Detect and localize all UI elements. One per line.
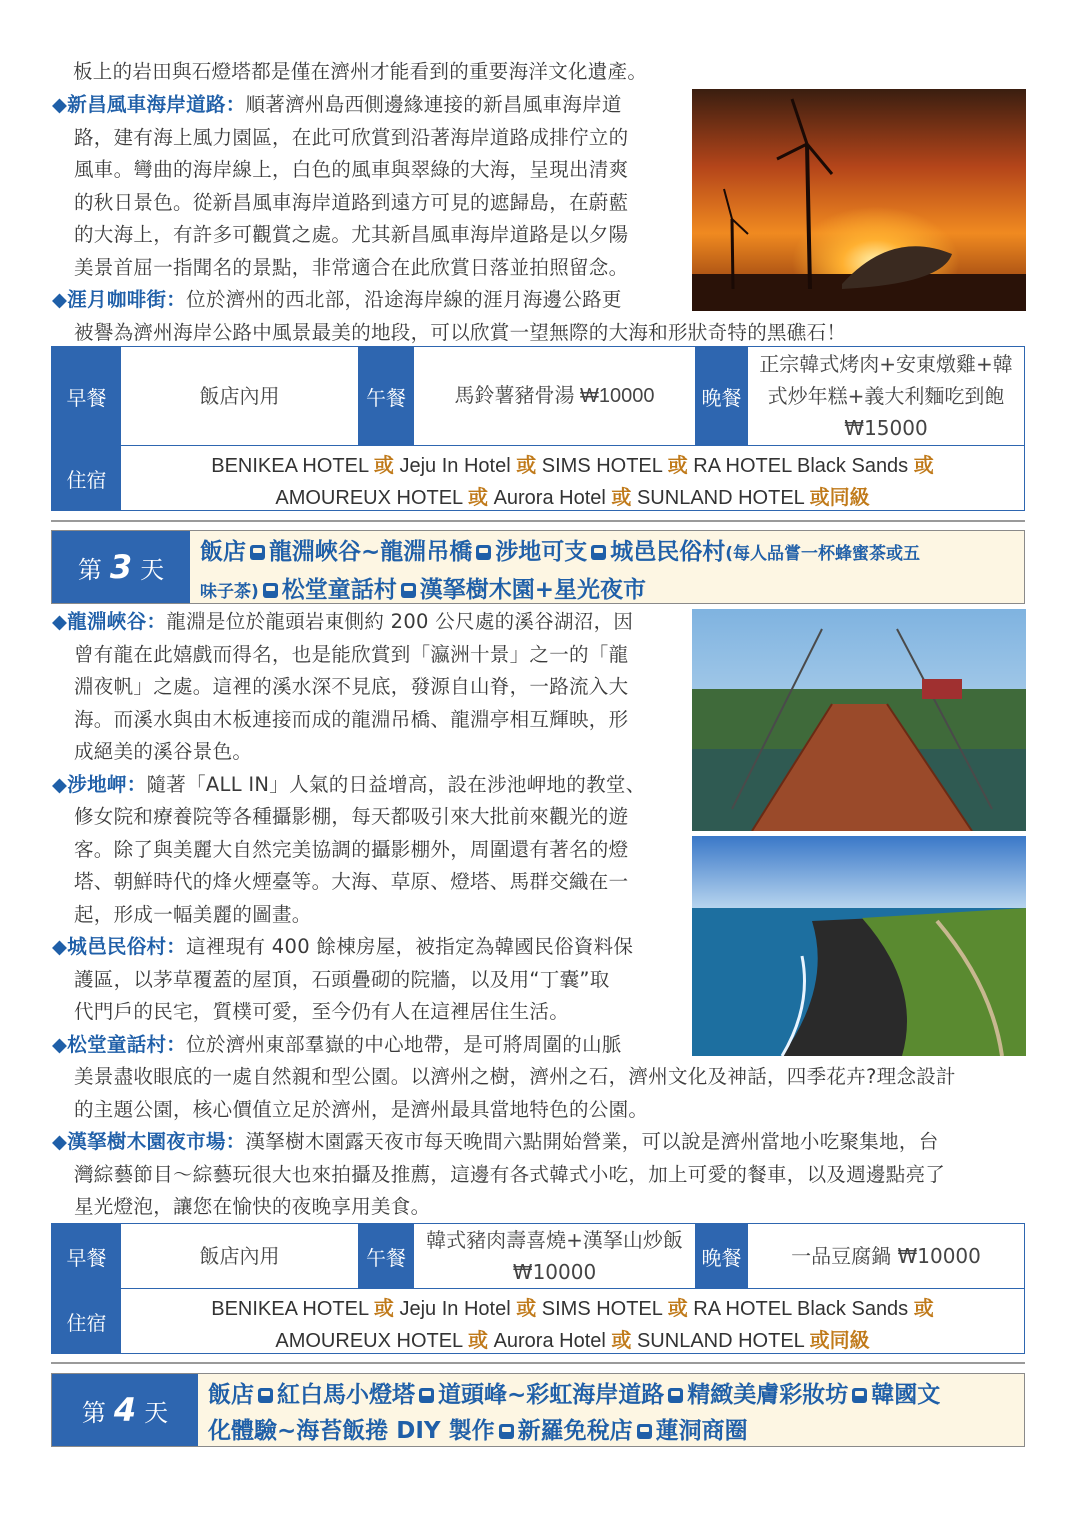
bus-icon (258, 1388, 273, 1403)
hotel-name: SIMS HOTEL (541, 1298, 663, 1320)
bus-icon (591, 545, 606, 560)
dragon-line: 海。而溪水與由木板連接而成的龍淵吊橋、龍淵亭相互輝映，形 (74, 707, 629, 731)
dinner-line: 正宗韓式烤肉+安東燉雞+韓 (759, 352, 1013, 376)
hotel-name: SUNLAND HOTEL (636, 1330, 805, 1352)
dinner-line: 式炒年糕+義大利麵吃到飽 (767, 384, 1005, 408)
windmill-line: 的秋日景色。從新昌風車海岸道路到遠方可見的遮歸島，在蔚藍 (74, 190, 629, 214)
itinerary-note: (每人品嘗一杯蜂蜜茶或五 (725, 544, 921, 564)
dragon-line: 曾有龍在此嬉戲而得名，也是能欣賞到「瀛洲十景」之一的「龍 (74, 642, 629, 666)
dinner-value (748, 347, 1024, 445)
hotel-name: BENIKEA HOTEL (211, 455, 369, 477)
or-text: 或同級 (809, 487, 870, 509)
itinerary-stop: 精緻美膚彩妝坊 (687, 1382, 849, 1408)
bus-icon (852, 1388, 867, 1403)
day-number: 3 (109, 548, 133, 586)
itinerary-stop: 飯店 (200, 539, 246, 565)
dragon-line: 成絕美的溪谷景色。 (74, 740, 253, 763)
market-line: 漢拏樹木園露天夜市每天晚間六點開始營業，可以說是濟州當地小吃聚集地，台 (245, 1130, 939, 1153)
stay-value (121, 446, 1024, 510)
or-text: 或 (611, 1330, 632, 1352)
intro-paragraph (73, 56, 647, 89)
day-suffix: 天 (140, 555, 165, 584)
dragon-line: 淵夜帆」之處。這裡的溪水深不見底，發源自山脊，一路流入大 (74, 675, 629, 698)
folk-title: 城邑民俗村： (67, 935, 187, 958)
bullet-icon: ◆ (52, 288, 68, 311)
itinerary-stop: 飯店 (208, 1382, 254, 1408)
lunch-label: 午餐 (358, 1224, 414, 1288)
intro-line: 板上的岩田與石燈塔都是僅在濟州才能看到的重要海洋文化遺產。 (73, 60, 648, 83)
bus-icon (263, 583, 278, 598)
dragon-title: 龍淵峽谷： (67, 610, 167, 633)
day3-header (51, 530, 1025, 604)
itinerary-stop: 城邑民俗村 (610, 539, 726, 565)
bus-icon (250, 545, 265, 560)
or-text: 或 (667, 1298, 688, 1320)
songdang-line: 的主題公園，核心價值立足於濟州，是濟州最具當地特色的公園。 (74, 1097, 649, 1121)
day4-label (52, 1374, 198, 1446)
bus-icon (499, 1424, 514, 1439)
windmill-paragraph (52, 89, 847, 349)
stay-label: 住宿 (52, 1289, 121, 1353)
meal-table-day3 (51, 1223, 1025, 1354)
seopji-line: 修女院和療養院等各種攝影棚，每天都吸引來大批前來觀光的遊 (74, 805, 629, 828)
day-number: 4 (113, 1391, 137, 1429)
bus-icon (401, 583, 416, 598)
folk-line: 代門戶的民宅，質樸可愛，至今仍有人在這裡居住生活。 (74, 1000, 570, 1023)
folk-line: 護區，以茅草覆蓋的屋頂，石頭疊砌的院牆，以及用“丁囊”取 (74, 967, 610, 991)
or-text: 或 (516, 1298, 537, 1320)
or-text: 或同級 (809, 1330, 870, 1352)
breakfast-value: 飯店內用 (199, 1244, 280, 1268)
windmill-line: 的大海上，有許多可觀賞之處。尤其新昌風車海岸道路是以夕陽 (74, 223, 629, 246)
day3-itinerary (190, 531, 1024, 603)
hotel-name: BENIKEA HOTEL (211, 1298, 369, 1320)
hotel-name: Aurora Hotel (493, 487, 606, 509)
market-line: 灣綜藝節目～綜藝玩很大也來拍攝及推薦，這邊有各式韓式小吃，加上可愛的餐車，以及週邊點亮了 (74, 1162, 946, 1186)
breakfast-label: 早餐 (52, 1224, 121, 1288)
coastline-photo (692, 836, 1026, 1056)
hotel-name: AMOUREUX HOTEL (275, 487, 463, 509)
itinerary-stop: 道頭峰~彩虹海岸道路 (438, 1382, 665, 1408)
bullet-icon: ◆ (52, 610, 68, 633)
or-text: 或 (373, 1298, 394, 1320)
songdang-line: 美景盡收眼底的一處自然親和型公園。以濟州之樹，濟州之石，濟州文化及神話，四季花卉?理念設計 (74, 1065, 956, 1088)
or-text: 或 (913, 1298, 934, 1320)
itinerary-note: 味子茶) (200, 582, 259, 602)
day3-attractions (52, 606, 956, 1224)
breakfast-label: 早餐 (52, 347, 121, 445)
seopji-line: 客。除了與美麗大自然完美協調的攝影棚外，周圍還有著名的燈 (74, 837, 629, 861)
itinerary-stop: 涉地可支 (495, 539, 588, 565)
itinerary-stop: 蓮洞商圈 (655, 1418, 748, 1444)
windmill-line: 美景首屈一指聞名的景點，非常適合在此欣賞日落並拍照留念。 (74, 255, 629, 279)
dinner-label: 晚餐 (695, 1224, 748, 1288)
hotel-name: AMOUREUX HOTEL (275, 1330, 463, 1352)
itinerary-stop: 龍淵峽谷~龍淵吊橋 (269, 539, 473, 565)
bullet-icon: ◆ (52, 1032, 68, 1056)
windmill-title: 新昌風車海岸道路： (67, 93, 246, 116)
or-text: 或 (913, 455, 934, 477)
or-text: 或 (373, 455, 394, 477)
or-text: 或 (468, 487, 488, 509)
bullet-icon: ◆ (52, 772, 68, 796)
cafe-line: 位於濟州的西北部，沿途海岸線的涯月海邊公路更 (186, 288, 622, 311)
seopji-line: 隨著「ALL IN」人氣的日益增高，設在涉池岬地的教堂、 (146, 772, 646, 796)
stay-label: 住宿 (52, 446, 121, 510)
dragon-line: 龍淵是位於龍頭岩東側約 200 公尺處的溪谷湖沼，因 (166, 610, 634, 633)
hotel-name: Aurora Hotel (493, 1330, 606, 1352)
dinner-value: 一品豆腐鍋 ₩10000 (791, 1244, 981, 1268)
or-text: 或 (667, 455, 688, 477)
itinerary-stop: 松堂童話村 (281, 577, 397, 603)
dinner-line: ₩15000 (844, 416, 928, 440)
itinerary-stop: 化體驗~海苔飯捲 DIY 製作 (208, 1418, 495, 1444)
seopji-line: 塔、朝鮮時代的烽火煙臺等。大海、草原、燈塔、馬群交織在一 (74, 870, 629, 893)
cafe-title: 涯月咖啡街： (67, 288, 187, 311)
songdang-line: 位於濟州東部羣嶽的中心地帶，是可將周圍的山脈 (186, 1032, 622, 1056)
bullet-icon: ◆ (52, 935, 68, 958)
day-prefix: 第 (77, 555, 102, 584)
day-prefix: 第 (81, 1398, 106, 1427)
section-divider (51, 520, 1025, 522)
stay-value (121, 1289, 1024, 1353)
bus-icon (637, 1424, 652, 1439)
hotel-name: SUNLAND HOTEL (636, 487, 805, 509)
seopji-title: 涉地岬： (67, 772, 147, 796)
day4-itinerary (198, 1374, 1024, 1446)
or-text: 或 (468, 1330, 488, 1352)
section-divider (51, 1362, 1025, 1364)
bus-icon (476, 545, 491, 560)
itinerary-stop: 漢拏樹木園+星光夜市 (419, 577, 647, 603)
day3-label (52, 531, 190, 603)
or-text: 或 (516, 455, 537, 477)
bus-icon (419, 1388, 434, 1403)
or-text: 或 (611, 487, 632, 509)
breakfast-value: 飯店內用 (199, 384, 280, 408)
itinerary-stop: 紅白馬小燈塔 (277, 1382, 415, 1408)
day4-header (51, 1373, 1025, 1447)
hotel-name: RA HOTEL Black Sands (693, 455, 909, 477)
windmill-sunset-photo (692, 89, 1026, 311)
windmill-line: 路，建有海上風力園區，在此可欣賞到沿著海岸道路成排佇立的 (74, 125, 629, 149)
day-suffix: 天 (144, 1398, 169, 1427)
hotel-name: Jeju In Hotel (399, 1298, 511, 1320)
bullet-icon: ◆ (52, 93, 68, 116)
bullet-icon: ◆ (52, 1130, 68, 1153)
songdang-title: 松堂童話村： (67, 1032, 187, 1056)
hotel-name: RA HOTEL Black Sands (693, 1298, 909, 1320)
market-title: 漢拏樹木園夜市場： (67, 1130, 246, 1153)
windmill-line: 順著濟州島西側邊緣連接的新昌風車海岸道 (245, 93, 622, 116)
cafe-line: 被譽為濟州海岸公路中風景最美的地段，可以欣賞一望無際的大海和形狀奇特的黑礁石！ (74, 320, 847, 344)
itinerary-stop: 新羅免稅店 (517, 1418, 633, 1444)
market-line: 星光燈泡，讓您在愉快的夜晚享用美食。 (74, 1195, 431, 1218)
lunch-label: 午餐 (358, 347, 414, 445)
suspension-bridge-photo (692, 609, 1026, 831)
lunch-value: 馬鈴薯豬骨湯 ₩10000 (454, 385, 655, 407)
seopji-line: 起，形成一幅美麗的圖畫。 (74, 902, 312, 926)
itinerary-stop: 韓國文 (871, 1382, 941, 1408)
folk-line: 這裡現有 400 餘棟房屋，被指定為韓國民俗資料保 (186, 935, 634, 958)
windmill-line: 風車。彎曲的海岸線上，白色的風車與翠綠的大海，呈現出清爽 (74, 158, 629, 181)
lunch-value (414, 1224, 695, 1288)
dinner-label: 晚餐 (695, 347, 748, 445)
meal-table-day2 (51, 346, 1025, 511)
hotel-name: Jeju In Hotel (399, 455, 511, 477)
lunch-line: 韓式豬肉壽喜燒+漢拏山炒飯 (426, 1228, 683, 1252)
lunch-line: ₩10000 (512, 1260, 597, 1284)
bus-icon (668, 1388, 683, 1403)
hotel-name: SIMS HOTEL (541, 455, 663, 477)
